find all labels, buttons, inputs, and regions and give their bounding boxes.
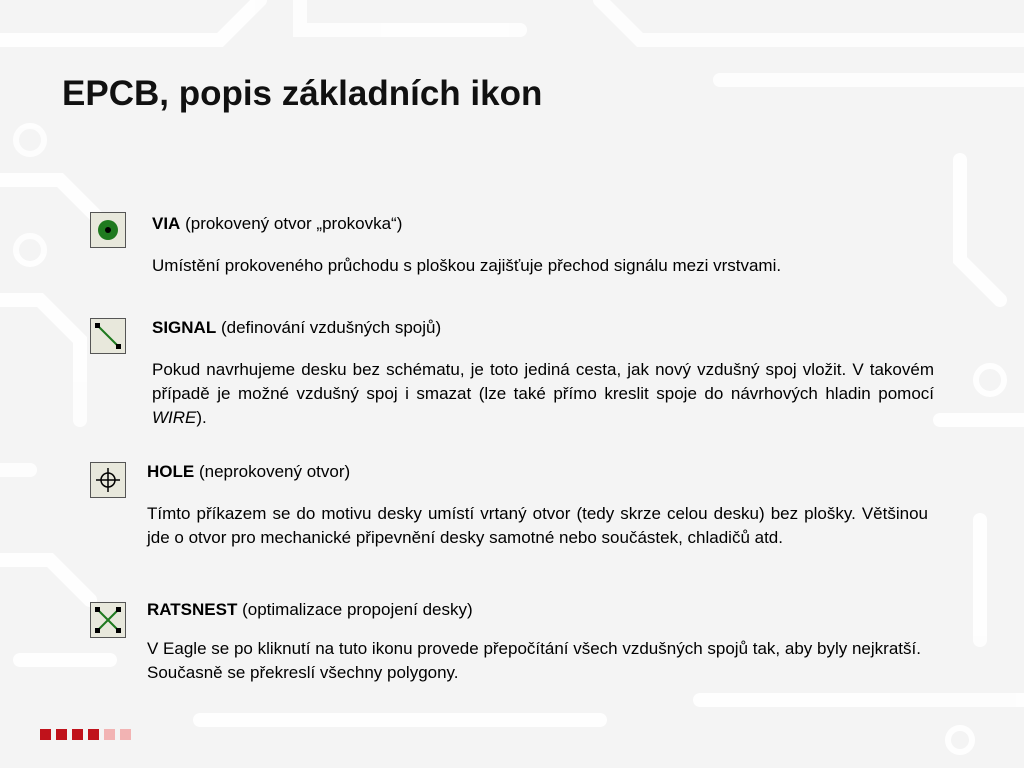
signal-description [152, 358, 934, 430]
signal-description-text: Pokud navrhujeme desku bez schématu, je toto jediná cesta, jak nový vzdušný spoj vložit. V takovém případě je možné vzdušný spoj i smazat (lze také přímo kreslit spoje do návrhových hladin pomocí [152, 360, 934, 403]
signal-subtitle: (definování vzdušných spojů) [220, 318, 442, 337]
ratsnest-description: V Eagle se po kliknutí na tuto ikonu provede přepočítání všech vzdušných spojů tak, aby byly nejkratší. Současně se překreslí všechny polygony. [147, 639, 921, 682]
signal-name: SIGNAL [152, 318, 217, 337]
via-icon [91, 213, 125, 247]
via-subtitle: (prokovený otvor „prokovka“) [185, 214, 403, 233]
signal-description-end: ). [196, 408, 207, 427]
ratsnest-icon [91, 603, 125, 637]
hole-description: Tímto příkazem se do motivu desky umístí vrtaný otvor (tedy skrze celou desku) bez plošky. Většinou jde o otvor pro mechanické připevnění desky samotné nebo součástek, chladičů atd. [147, 504, 928, 547]
square-marker [40, 729, 51, 740]
ratsnest-heading [147, 598, 927, 622]
via-description: Umístění prokoveného průchodu s ploškou zajišťuje přechod signálu mezi vrstvami. [152, 256, 782, 275]
ratsnest-icon-box [90, 602, 126, 638]
hole-name: HOLE [147, 462, 195, 481]
page-title: EPCB, popis základních ikon [62, 74, 543, 113]
hole-icon [91, 463, 125, 497]
via-icon-box [90, 212, 126, 248]
signal-icon [91, 319, 125, 353]
via-name: VIA [152, 214, 181, 233]
ratsnest-name: RATSNEST [147, 600, 238, 619]
ratsnest-subtitle: (optimalizace propojení desky) [242, 600, 473, 619]
square-marker [88, 729, 99, 740]
square-marker [56, 729, 67, 740]
signal-icon-box [90, 318, 126, 354]
wire-term: WIRE [152, 408, 197, 427]
signal-heading [152, 316, 932, 340]
hole-heading [147, 460, 927, 484]
hole-icon-box [90, 462, 126, 498]
square-marker [72, 729, 83, 740]
square-marker [120, 729, 131, 740]
hole-subtitle: (neprokovený otvor) [198, 462, 351, 481]
via-heading [152, 212, 932, 236]
square-marker [104, 729, 115, 740]
